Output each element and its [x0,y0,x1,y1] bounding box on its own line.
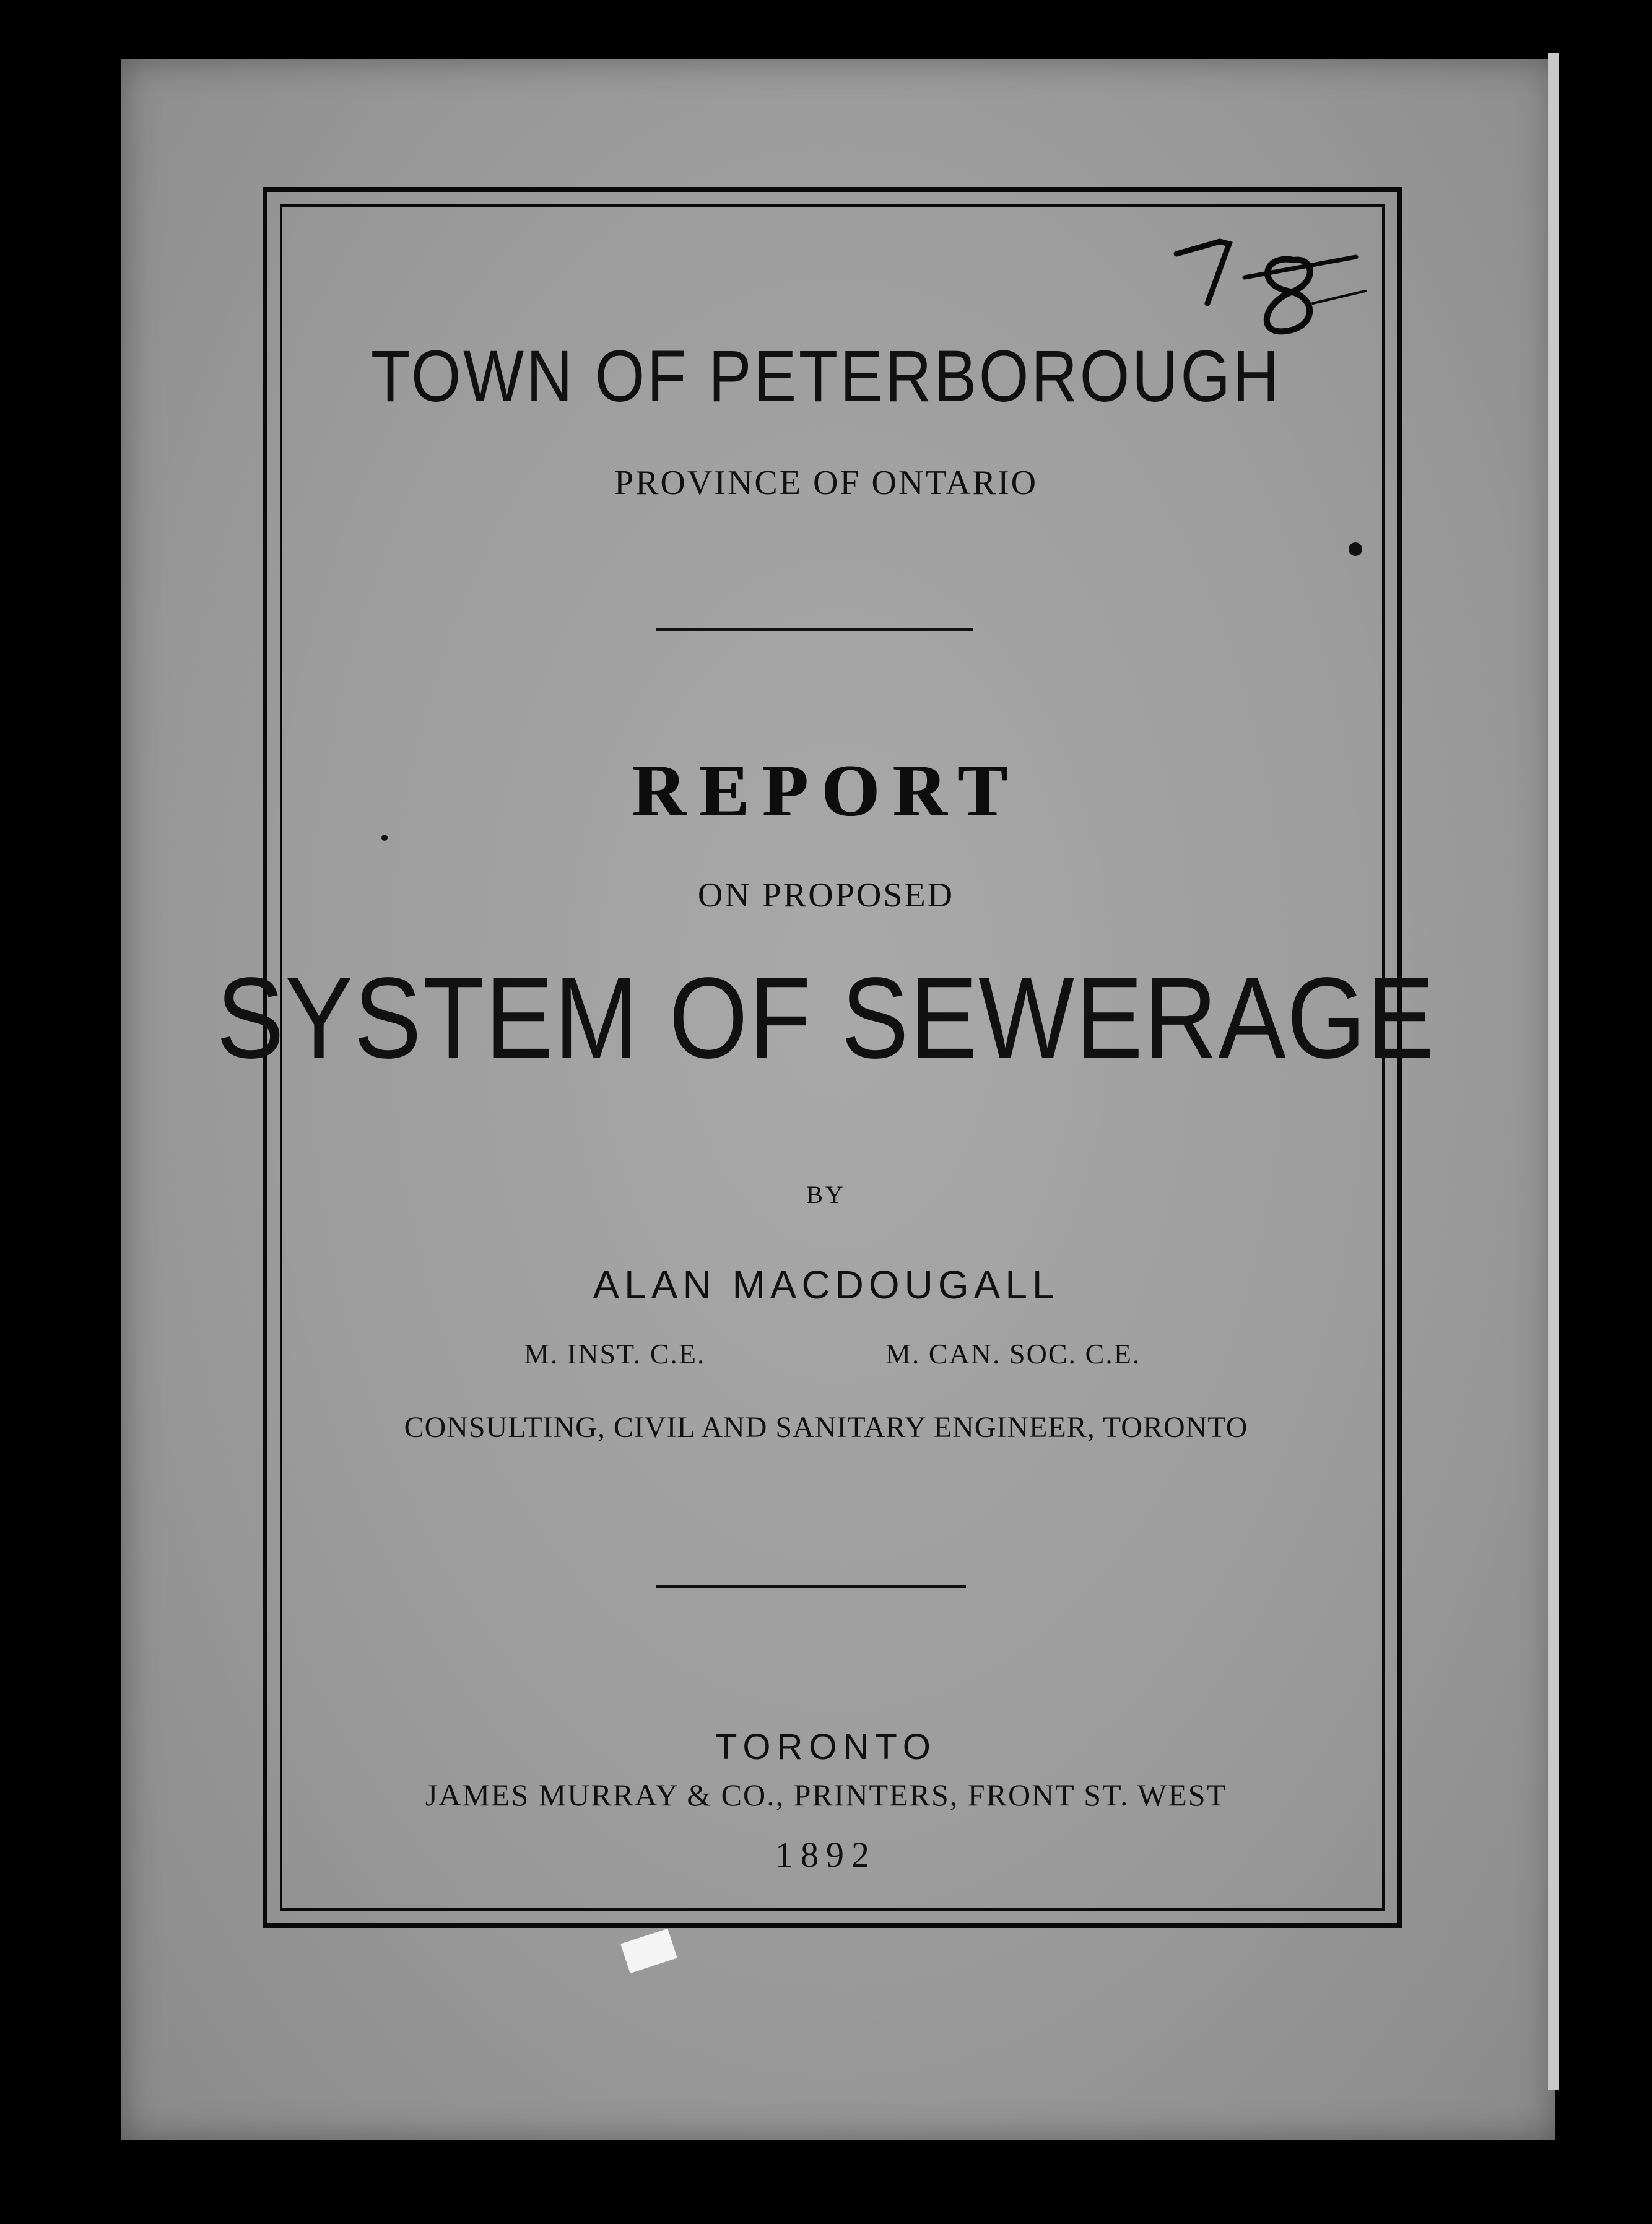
ink-speck [381,835,388,841]
system-of-sewerage-title: SYSTEM OF SEWERAGE [216,954,1436,1082]
handwritten-annotation [1170,229,1368,341]
town-heading: TOWN OF PETERBOROUGH [370,336,1282,417]
occupation-line: CONSULTING, CIVIL AND SANITARY ENGINEER, TORONTO [404,1411,1248,1444]
publication-year: 1892 [775,1835,877,1875]
publication-city: TORONTO [715,1727,937,1767]
on-proposed-text: ON PROPOSED [697,876,955,914]
ink-spot [1349,542,1362,556]
top-divider [656,628,973,631]
credential-can-soc: M. CAN. SOC. C.E. [885,1338,1141,1370]
province-subheading: PROVINCE OF ONTARIO [614,464,1038,502]
report-heading: REPORT [632,749,1020,832]
by-text: BY [806,1181,846,1209]
author-name: ALAN MACDOUGALL [593,1262,1059,1307]
printer-line: JAMES MURRAY & CO., PRINTERS, FRONT ST. WEST [425,1778,1227,1812]
bottom-divider [656,1585,966,1588]
credential-inst: M. INST. C.E. [524,1338,706,1370]
